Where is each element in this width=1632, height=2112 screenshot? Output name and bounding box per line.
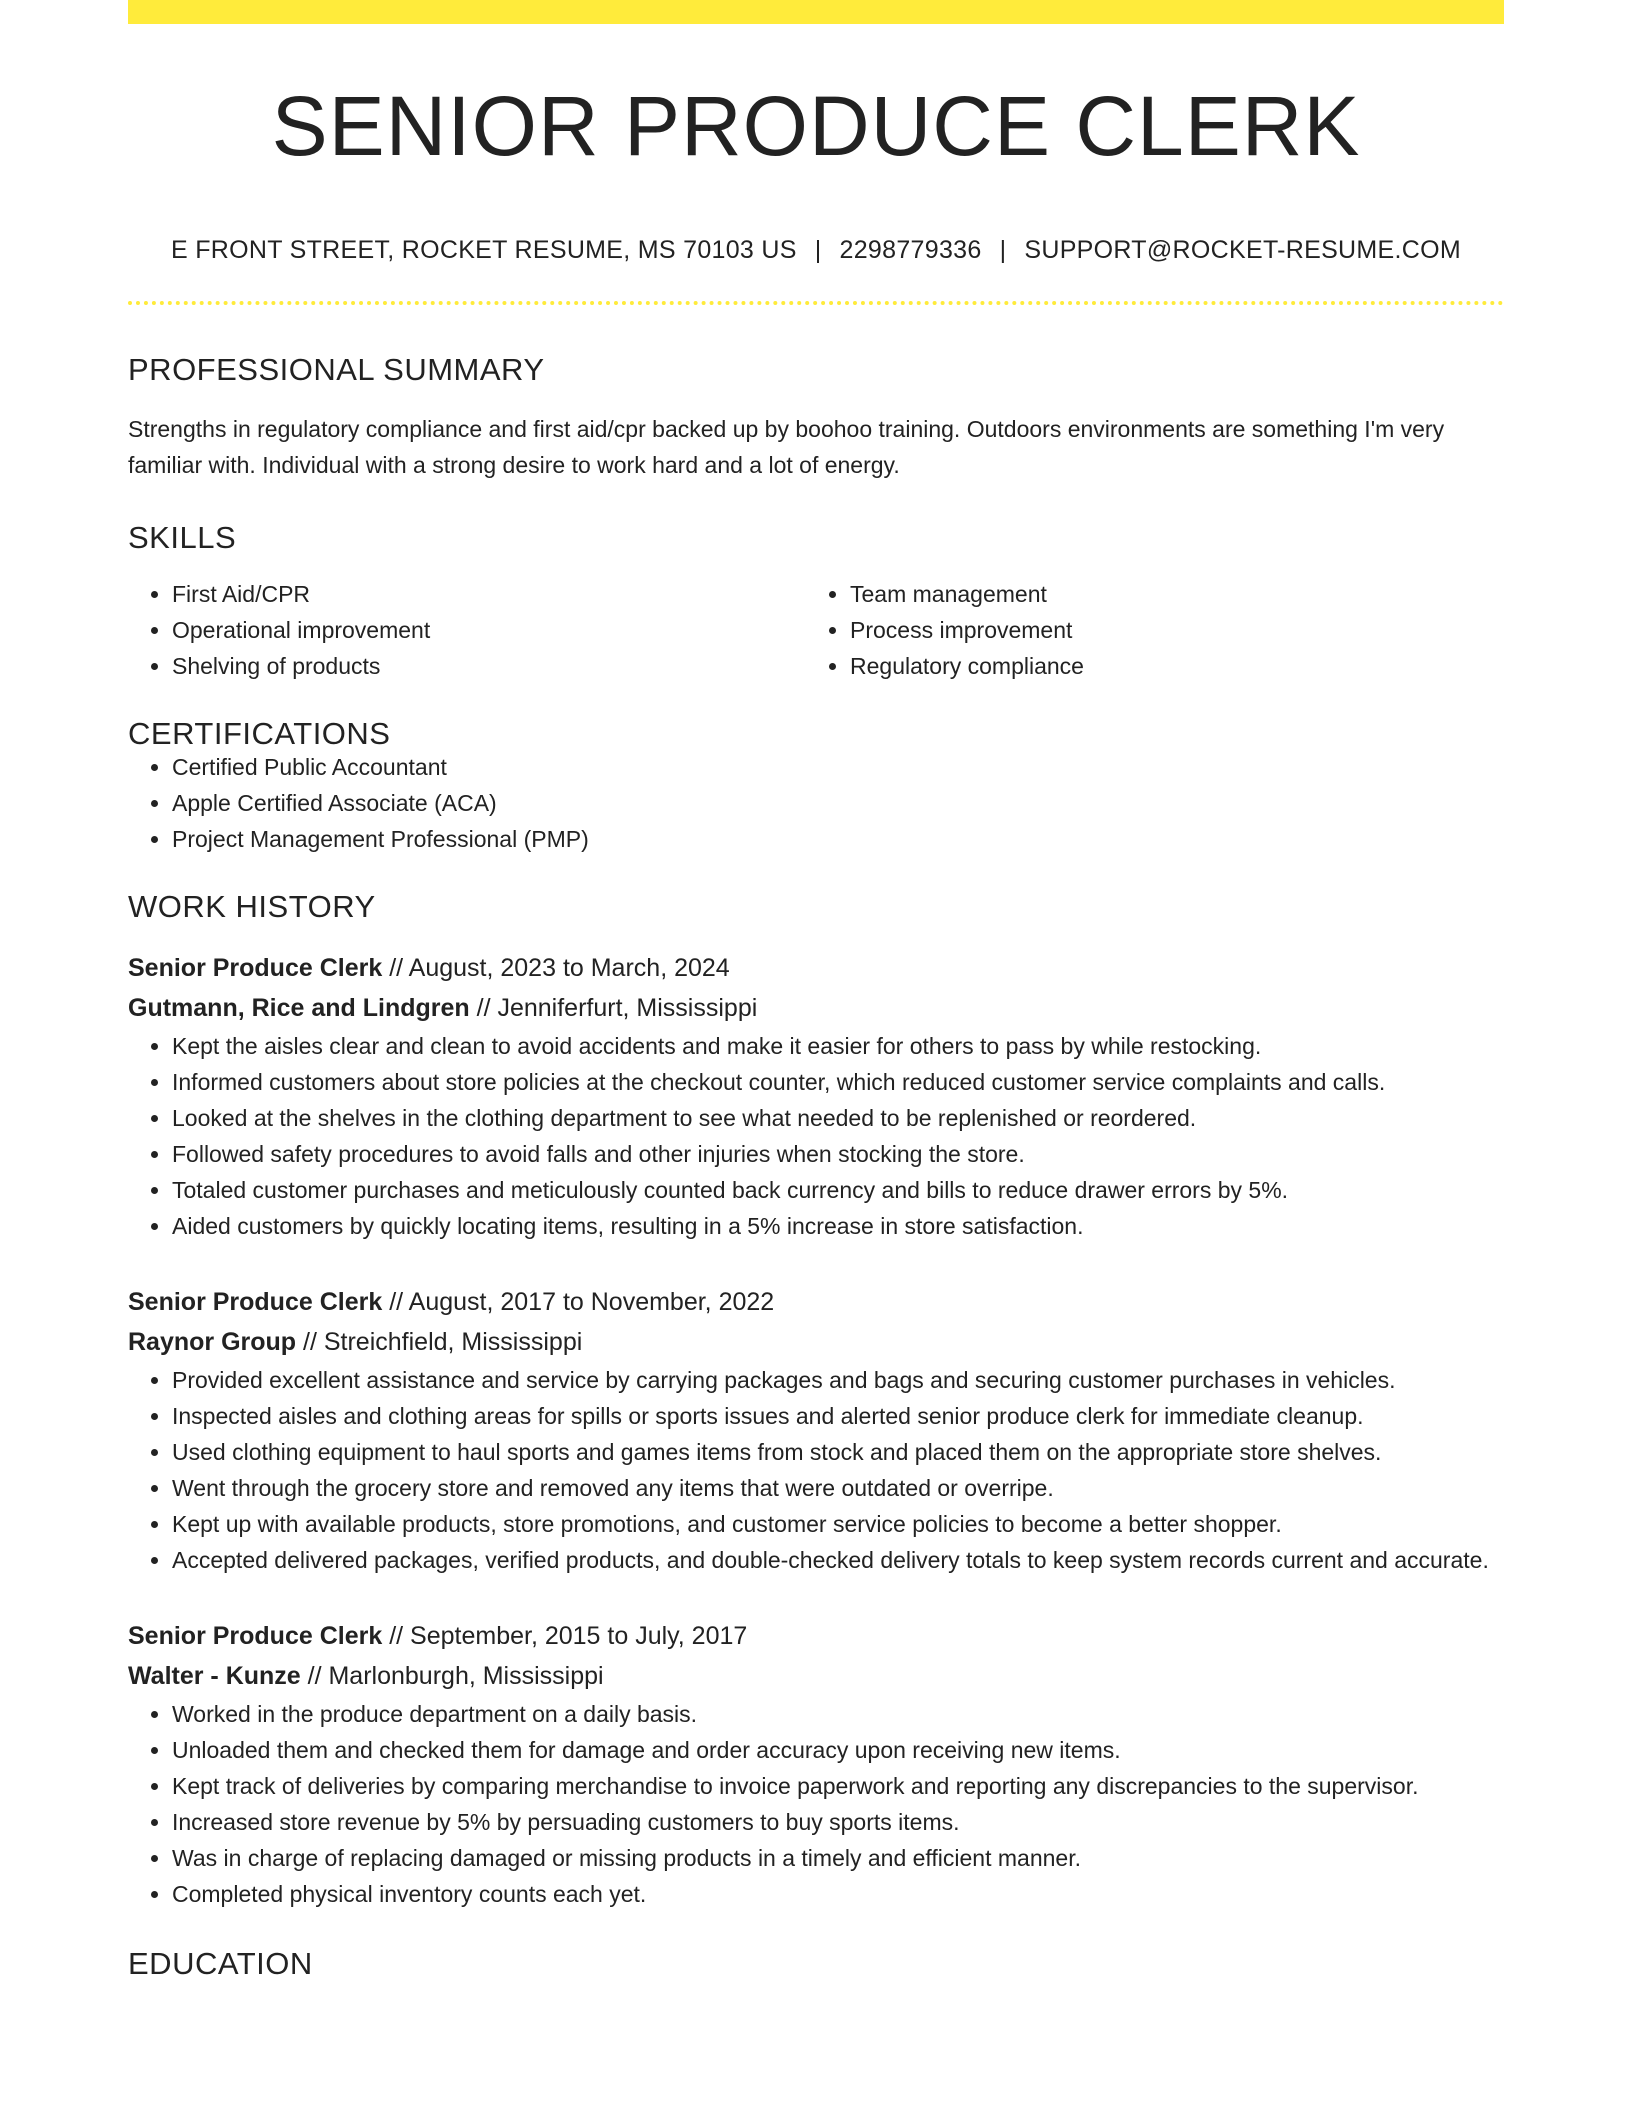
job-location: // Jenniferfurt, Mississippi (469, 994, 758, 1022)
skill-item: • First Aid/CPR (172, 576, 806, 612)
job-entry (128, 1282, 1504, 1578)
job-bullet: • Followed safety procedures to avoid falls and other injuries when stocking the store. (172, 1136, 1504, 1172)
skills-list-right (806, 576, 1484, 684)
summary-text: Strengths in regulatory compliance and first aid/cpr backed up by boohoo training. Outdoors environments are something I'm very familiar with. Individual with a strong desire to work hard and a lot of energy. (128, 416, 1445, 478)
job-company-line (128, 1322, 1504, 1362)
job-role-line (128, 948, 1504, 988)
certification-item: • Project Management Professional (PMP) (172, 821, 1504, 857)
job-role-line (128, 1616, 1504, 1656)
job-bullet: • Went through the grocery store and removed any items that were outdated or overripe. (172, 1470, 1504, 1506)
education-heading: EDUCATION (128, 1946, 313, 1981)
job-bullet: • Worked in the produce department on a daily basis. (172, 1696, 1504, 1732)
job-role: Senior Produce Clerk (128, 1622, 383, 1650)
skill-item: • Process improvement (850, 612, 1484, 648)
skills-list-left (128, 576, 806, 684)
job-role: Senior Produce Clerk (128, 954, 383, 982)
header-divider (128, 301, 1504, 305)
resume-page (128, 0, 1504, 1979)
job-dates: // September, 2015 to July, 2017 (382, 1622, 748, 1650)
job-bullet: • Used clothing equipment to haul sports and games items from stock and placed them on the appropriate store shelves. (172, 1434, 1504, 1470)
job-bullet: • Completed physical inventory counts each yet. (172, 1876, 1504, 1912)
job-bullet: • Kept the aisles clear and clean to avoid accidents and make it easier for others to pass by while restocking. (172, 1028, 1504, 1064)
skills-column-right (806, 576, 1484, 684)
skills-grid (128, 576, 1504, 684)
job-entry (128, 948, 1504, 1244)
skills-column-left (128, 576, 806, 684)
job-bullet: • Totaled customer purchases and meticulously counted back currency and bills to reduce drawer errors by 5%. (172, 1172, 1504, 1208)
job-bullet: • Kept up with available products, store promotions, and customer service policies to become a better shopper. (172, 1506, 1504, 1542)
contact-email: SUPPORT@ROCKET-RESUME.COM (1024, 236, 1461, 264)
skill-item: • Shelving of products (172, 648, 806, 684)
job-bullet: • Accepted delivered packages, verified products, and double-checked delivery totals to keep system records current and accurate. (172, 1542, 1504, 1578)
job-dates: // August, 2023 to March, 2024 (382, 954, 730, 982)
summary-heading: PROFESSIONAL SUMMARY (128, 352, 545, 387)
job-bullets (128, 1028, 1504, 1244)
job-company-line (128, 988, 1504, 1028)
job-bullet: • Unloaded them and checked them for damage and order accuracy upon receiving new items. (172, 1732, 1504, 1768)
contact-phone: 2298779336 (839, 236, 982, 264)
job-bullet: • Aided customers by quickly locating items, resulting in a 5% increase in store satisfaction. (172, 1208, 1504, 1244)
contact-separator: | (814, 236, 822, 264)
job-bullet: • Inspected aisles and clothing areas for spills or sports issues and alerted senior produce clerk for immediate cleanup. (172, 1398, 1504, 1434)
job-bullet: • Provided excellent assistance and service by carrying packages and bags and securing customer purchases in vehicles. (172, 1362, 1504, 1398)
job-bullet: • Informed customers about store policies at the checkout counter, which reduced customer service complaints and calls. (172, 1064, 1504, 1100)
job-company: Gutmann, Rice and Lindgren (128, 994, 470, 1022)
job-location: // Streichfield, Mississippi (296, 1328, 583, 1356)
work-history-heading: WORK HISTORY (128, 889, 376, 924)
job-company-line (128, 1656, 1504, 1696)
certification-item: • Certified Public Accountant (172, 749, 1504, 785)
skill-item: • Regulatory compliance (850, 648, 1484, 684)
contact-separator: | (999, 236, 1007, 264)
skill-item: • Team management (850, 576, 1484, 612)
job-dates: // August, 2017 to November, 2022 (382, 1288, 775, 1316)
certification-item: • Apple Certified Associate (ACA) (172, 785, 1504, 821)
contact-address: E FRONT STREET, ROCKET RESUME, MS 70103 US (171, 236, 797, 264)
accent-top-bar (128, 0, 1504, 24)
job-bullet: • Was in charge of replacing damaged or missing products in a timely and efficient manner. (172, 1840, 1504, 1876)
job-location: // Marlonburgh, Mississippi (300, 1662, 604, 1690)
job-bullet: • Looked at the shelves in the clothing department to see what needed to be replenished or reordered. (172, 1100, 1504, 1136)
certifications-list (128, 749, 1504, 857)
certifications-heading: CERTIFICATIONS (128, 716, 391, 751)
job-bullet: • Increased store revenue by 5% by persuading customers to buy sports items. (172, 1804, 1504, 1840)
resume-name: SENIOR PRODUCE CLERK (271, 79, 1361, 173)
contact-line (128, 238, 1504, 263)
job-bullets (128, 1362, 1504, 1578)
job-entry (128, 1616, 1504, 1912)
job-company: Walter - Kunze (128, 1662, 301, 1690)
job-bullets (128, 1696, 1504, 1912)
skills-heading: SKILLS (128, 520, 237, 555)
job-company: Raynor Group (128, 1328, 297, 1356)
skill-item: • Operational improvement (172, 612, 806, 648)
job-bullet: • Kept track of deliveries by comparing merchandise to invoice paperwork and reporting any discrepancies to the supervisor. (172, 1768, 1504, 1804)
job-role-line (128, 1282, 1504, 1322)
job-role: Senior Produce Clerk (128, 1288, 383, 1316)
